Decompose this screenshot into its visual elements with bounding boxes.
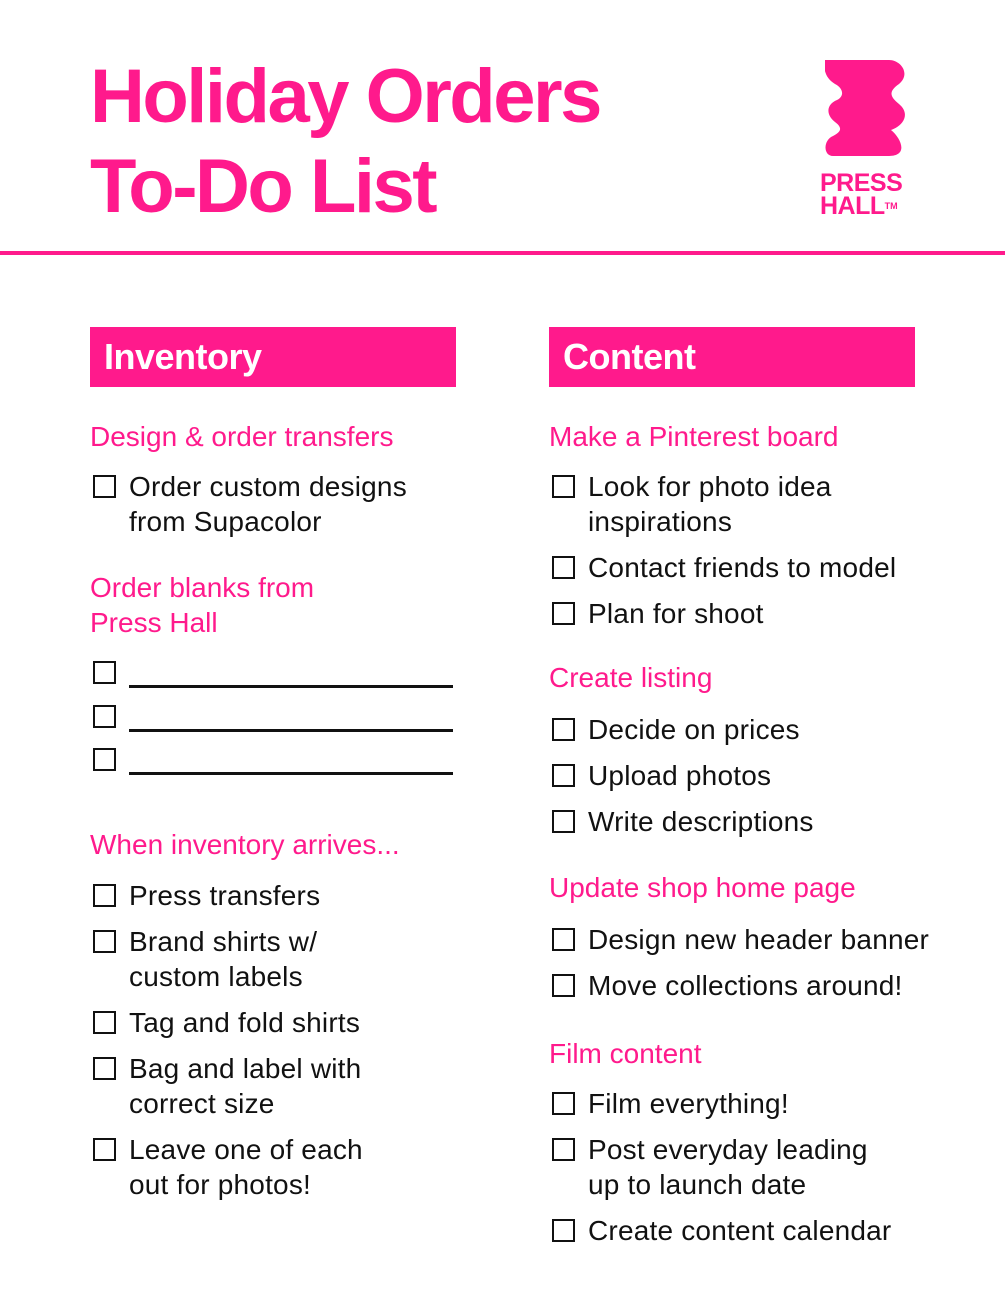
group-film-content bbox=[549, 1036, 969, 1248]
group-create-listing bbox=[549, 660, 969, 839]
todo-item-content-calendar[interactable] bbox=[549, 1213, 969, 1248]
todo-item-press-transfers[interactable] bbox=[90, 878, 510, 913]
checkbox[interactable] bbox=[552, 1092, 575, 1115]
checkbox[interactable] bbox=[93, 1011, 116, 1034]
item-label-line: Press transfers bbox=[129, 880, 321, 911]
item-label-line: Create content calendar bbox=[588, 1215, 892, 1246]
checkbox[interactable] bbox=[93, 475, 116, 498]
item-label-line: Contact friends to model bbox=[588, 552, 897, 583]
group-title-line: Press Hall bbox=[90, 607, 218, 638]
checkbox[interactable] bbox=[552, 475, 575, 498]
item-label-line: out for photos! bbox=[129, 1169, 312, 1200]
group-update-shop-home bbox=[549, 870, 969, 1003]
group-title: Update shop home page bbox=[549, 872, 856, 903]
blank-todo-item-1[interactable] bbox=[90, 661, 510, 694]
item-label-line: inspirations bbox=[588, 506, 733, 537]
todo-item-upload-photos[interactable] bbox=[549, 758, 969, 793]
header-divider bbox=[0, 251, 1005, 255]
todo-item-tag-fold-shirts[interactable] bbox=[90, 1005, 510, 1040]
logo-line-2 bbox=[820, 192, 902, 220]
checkbox[interactable] bbox=[93, 705, 116, 728]
item-label-line: Bag and label with bbox=[129, 1053, 362, 1084]
group-design-order-transfers bbox=[90, 419, 510, 539]
page-title bbox=[90, 52, 600, 232]
todo-item-post-everyday[interactable] bbox=[549, 1132, 969, 1202]
todo-item-bag-label[interactable] bbox=[90, 1051, 510, 1121]
todo-item-write-descriptions[interactable] bbox=[549, 804, 969, 839]
logo-wordmark bbox=[820, 169, 903, 220]
checkbox[interactable] bbox=[93, 661, 116, 684]
press-hall-logo-mark-icon bbox=[825, 60, 909, 156]
checkbox[interactable] bbox=[552, 810, 575, 833]
logo-line-2-text: HALL bbox=[820, 192, 885, 220]
group-title-line: Order blanks from bbox=[90, 572, 315, 603]
checkbox[interactable] bbox=[552, 764, 575, 787]
todo-item-decide-prices[interactable] bbox=[549, 712, 969, 747]
checkbox[interactable] bbox=[93, 884, 116, 907]
item-label-line: Design new header banner bbox=[588, 924, 930, 955]
inventory-column bbox=[90, 327, 510, 1202]
group-pinterest-board bbox=[549, 419, 969, 631]
todo-item-brand-shirts[interactable] bbox=[90, 924, 510, 994]
checkbox[interactable] bbox=[552, 928, 575, 951]
content-column bbox=[549, 327, 969, 1248]
checkbox[interactable] bbox=[552, 718, 575, 741]
todo-item-order-custom-designs[interactable] bbox=[90, 469, 510, 539]
item-label-line: Order custom designs bbox=[129, 471, 407, 502]
checkbox[interactable] bbox=[93, 930, 116, 953]
item-label-line: custom labels bbox=[129, 961, 303, 992]
write-in-line[interactable] bbox=[129, 729, 453, 732]
item-label-line: Film everything! bbox=[588, 1088, 789, 1119]
group-title: When inventory arrives... bbox=[90, 829, 400, 860]
todo-item-contact-friends[interactable] bbox=[549, 550, 969, 585]
item-label-line: Post everyday leading bbox=[588, 1134, 868, 1165]
group-when-inventory-arrives bbox=[90, 827, 510, 1202]
item-label-line: Write descriptions bbox=[588, 806, 814, 837]
blank-todo-item-2[interactable] bbox=[90, 705, 510, 738]
logo-line-1: PRESS bbox=[820, 169, 903, 197]
checkbox[interactable] bbox=[552, 974, 575, 997]
page-title-line-1: Holiday Orders bbox=[90, 54, 600, 139]
todo-item-leave-one-out[interactable] bbox=[90, 1132, 510, 1202]
item-label-line: Leave one of each bbox=[129, 1134, 363, 1165]
group-order-blanks bbox=[90, 570, 510, 781]
todo-item-move-collections[interactable] bbox=[549, 968, 969, 1003]
group-title: Create listing bbox=[549, 662, 713, 693]
page-title-line-2: To-Do List bbox=[90, 144, 436, 229]
checkbox[interactable] bbox=[93, 1138, 116, 1161]
todo-item-plan-shoot[interactable] bbox=[549, 596, 969, 631]
checkbox[interactable] bbox=[552, 1138, 575, 1161]
todo-item-header-banner[interactable] bbox=[549, 922, 969, 957]
todo-item-photo-inspirations[interactable] bbox=[549, 469, 969, 539]
group-title: Make a Pinterest board bbox=[549, 421, 839, 452]
group-title: Design & order transfers bbox=[90, 421, 394, 452]
write-in-line[interactable] bbox=[129, 772, 453, 775]
checkbox[interactable] bbox=[552, 556, 575, 579]
item-label-line: Look for photo idea bbox=[588, 471, 832, 502]
checkbox[interactable] bbox=[552, 602, 575, 625]
inventory-heading: Inventory bbox=[90, 327, 456, 387]
press-hall-logo bbox=[818, 60, 918, 222]
item-label-line: Move collections around! bbox=[588, 970, 903, 1001]
checkbox[interactable] bbox=[93, 748, 116, 771]
content-heading: Content bbox=[549, 327, 915, 387]
todo-item-film-everything[interactable] bbox=[549, 1086, 969, 1121]
item-label-line: correct size bbox=[129, 1088, 275, 1119]
trademark-symbol: TM bbox=[884, 201, 898, 211]
item-label-line: Brand shirts w/ bbox=[129, 926, 318, 957]
item-label-line: Tag and fold shirts bbox=[129, 1007, 361, 1038]
item-label-line: Plan for shoot bbox=[588, 598, 764, 629]
write-in-line[interactable] bbox=[129, 685, 453, 688]
blank-todo-item-3[interactable] bbox=[90, 748, 510, 781]
item-label-line: Decide on prices bbox=[588, 714, 800, 745]
item-label-line: Upload photos bbox=[588, 760, 772, 791]
item-label-line: up to launch date bbox=[588, 1169, 807, 1200]
item-label-line: from Supacolor bbox=[129, 506, 322, 537]
group-title: Film content bbox=[549, 1038, 702, 1069]
checkbox[interactable] bbox=[552, 1219, 575, 1242]
checkbox[interactable] bbox=[93, 1057, 116, 1080]
